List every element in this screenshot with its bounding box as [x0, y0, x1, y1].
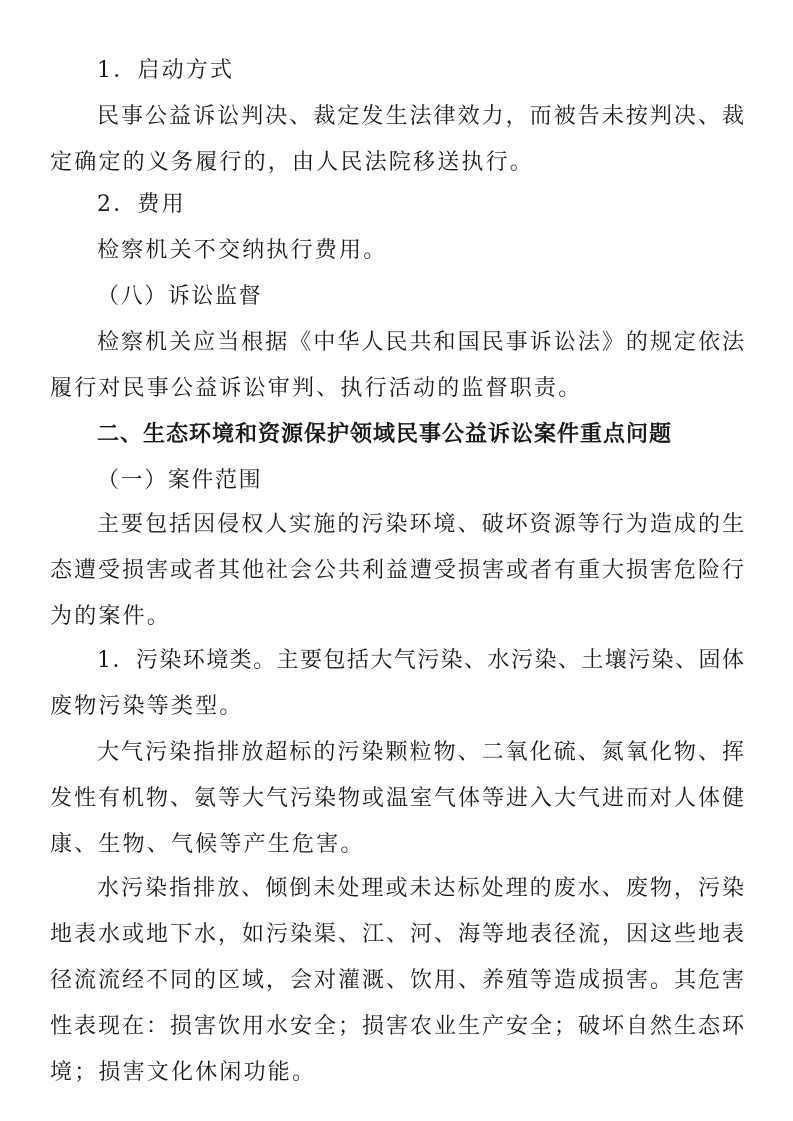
paragraph-line: 废物污染等类型。 [50, 694, 244, 719]
paragraph-line: 康、生物、气候等产生危害。 [50, 832, 365, 857]
paragraph-line: 主要包括因侵权人实施的污染环境、破坏资源等行为造成的生 [97, 512, 744, 537]
paragraph-line: 大气污染指排放超标的污染颗粒物、二氧化硫、氮氧化物、挥 [97, 740, 744, 765]
paragraph-line: 检察机关不交纳执行费用。 [97, 238, 388, 263]
section-heading: （八）诉讼监督 [97, 284, 263, 309]
paragraph-line: 履行对民事公益诉讼审判、执行活动的监督职责。 [50, 376, 583, 401]
paragraph-line: 为的案件。 [50, 604, 172, 629]
chapter-heading: 二、生态环境和资源保护领域民事公益诉讼案件重点问题 [97, 422, 673, 447]
paragraph-line: 性表现在：损害饮用水安全；损害农业生产安全；破坏自然生态环 [50, 1014, 744, 1039]
paragraph-line: 民事公益诉讼判决、裁定发生法律效力，而被告未按判决、裁 [97, 104, 744, 129]
paragraph-line: 径流流经不同的区域，会对灌溉、饮用、养殖等造成损害。其危害 [50, 968, 744, 993]
list-item-heading: 2．费用 [97, 192, 186, 217]
paragraph-line: 水污染指排放、倾倒未处理或未达标处理的废水、废物，污染 [97, 876, 744, 901]
list-item-heading: 1．启动方式 [97, 58, 235, 83]
paragraph-line: 态遭受损害或者其他社会公共利益遭受损害或者有重大损害危险行 [50, 558, 744, 583]
paragraph-line: 定确定的义务履行的，由人民法院移送执行。 [50, 150, 535, 175]
section-heading: （一）案件范围 [97, 468, 263, 493]
paragraph-line: 发性有机物、氨等大气污染物或温室气体等进入大气进而对人体健 [50, 786, 744, 811]
paragraph-line: 检察机关应当根据《中华人民共和国民事诉讼法》的规定依法 [97, 330, 744, 355]
paragraph-line: 1．污染环境类。主要包括大气污染、水污染、土壤污染、固体 [97, 648, 744, 673]
paragraph-line: 境；损害文化休闲功能。 [50, 1060, 317, 1085]
paragraph-line: 地表水或地下水，如污染渠、江、河、海等地表径流，因这些地表 [50, 922, 744, 947]
